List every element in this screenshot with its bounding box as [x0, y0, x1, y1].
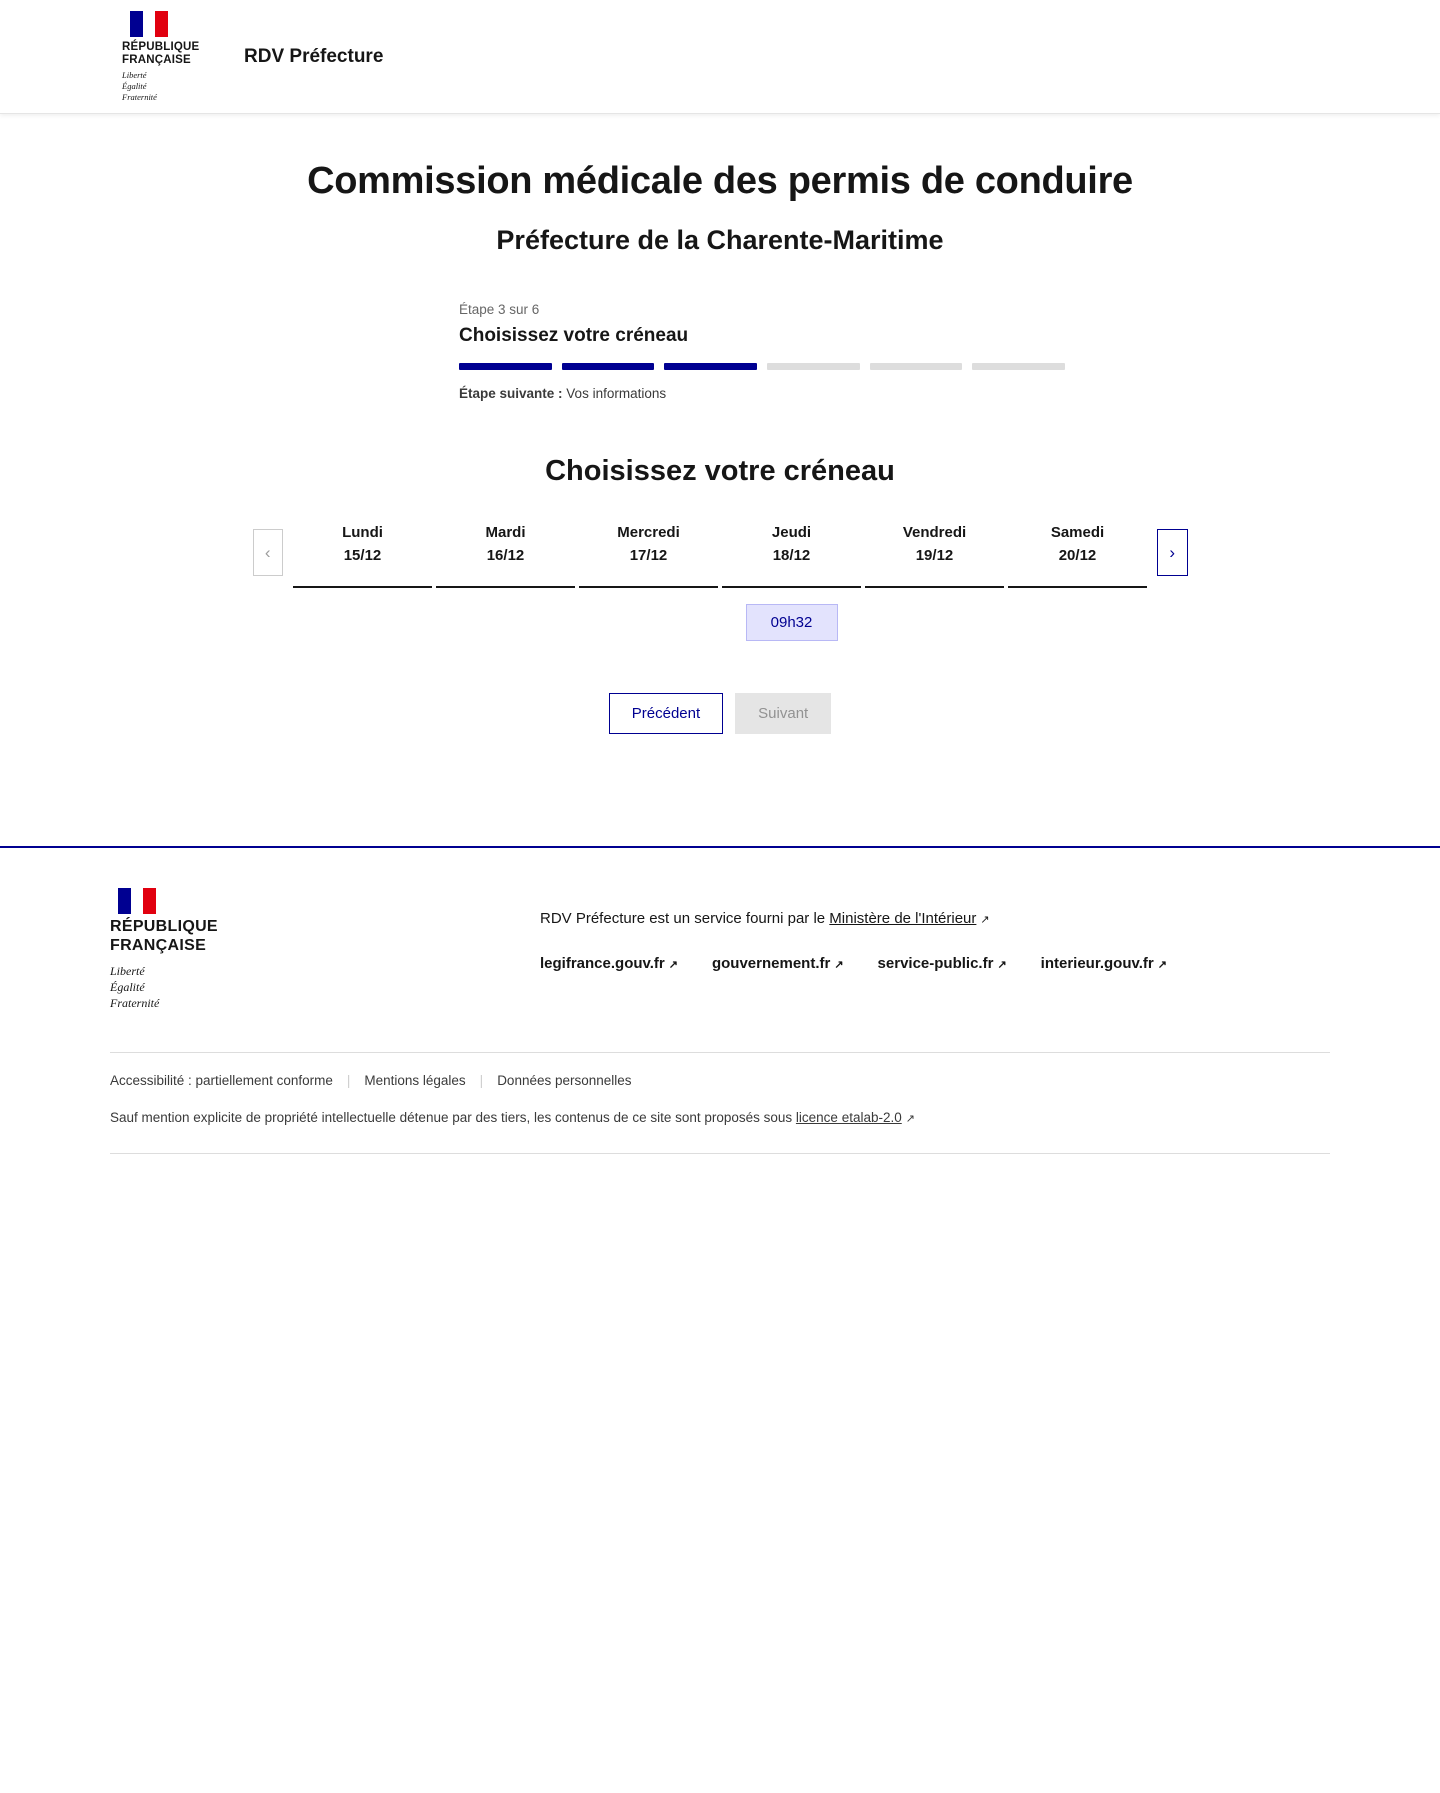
main-content — [0, 114, 1440, 734]
step-bar-1 — [459, 363, 552, 370]
slot-column-samedi — [1006, 588, 1149, 641]
site-header — [0, 0, 1440, 114]
site-footer — [0, 846, 1440, 1154]
footer-republic-label — [110, 918, 540, 955]
external-link-icon: ↗ — [668, 959, 678, 971]
footer-link-item — [878, 955, 1007, 972]
licence-prefix: Sauf mention explicite de propriété intellectuelle détenue par des tiers, les contenus de ce site sont proposés sous — [110, 1109, 796, 1125]
footer-link-item — [712, 955, 844, 972]
footer-description — [540, 888, 1330, 927]
brand-block[interactable] — [122, 11, 383, 103]
day-name: Jeudi — [771, 524, 812, 541]
footer-devise-egalite: Égalité — [110, 980, 145, 995]
footer-marianne-logo — [110, 888, 540, 1012]
external-link-icon: ↗ — [834, 959, 844, 971]
footer-licence — [110, 1110, 1330, 1125]
republic-line-2: FRANÇAISE — [122, 53, 191, 66]
external-link-icon: ↗ — [980, 914, 990, 926]
footer-description-prefix: RDV Préfecture est un service fourni par le — [540, 910, 830, 927]
day-date: 20/12 — [1058, 547, 1097, 564]
legifrance-link[interactable]: legifrance.gouv.fr — [540, 955, 665, 972]
devise-egalite: Égalité — [122, 81, 147, 92]
calendar-day-column — [577, 518, 720, 588]
external-link-icon: ↗ — [997, 959, 1007, 971]
day-name: Mercredi — [617, 524, 680, 541]
slots-row — [253, 588, 1188, 641]
legal-notice-link[interactable]: Mentions légales — [364, 1072, 466, 1088]
step-bar-4 — [767, 363, 860, 370]
slot-button[interactable]: 09h32 — [746, 604, 838, 641]
section-title: Choisissez votre créneau — [545, 455, 895, 487]
step-bar-6 — [972, 363, 1065, 370]
republic-label — [122, 41, 199, 67]
day-name: Vendredi — [902, 524, 967, 541]
interieur-link[interactable]: interieur.gouv.fr — [1040, 955, 1154, 972]
app-title[interactable]: RDV Préfecture — [244, 45, 384, 67]
footer-devise-block — [110, 963, 540, 1012]
step-next-value: Vos informations — [566, 386, 667, 401]
footer-link-item — [540, 955, 678, 972]
step-progress-bars — [459, 363, 1065, 370]
calendar-day-column — [291, 518, 434, 588]
day-date: 19/12 — [915, 547, 954, 564]
step-bar-5 — [870, 363, 963, 370]
form-actions — [0, 693, 1440, 734]
accessibility-link[interactable]: Accessibilité : partiellement conforme — [110, 1072, 333, 1088]
footer-top — [110, 888, 1330, 1012]
next-button[interactable]: Suivant — [735, 693, 831, 734]
ministry-link[interactable]: Ministère de l'Intérieur — [829, 910, 977, 927]
day-name: Mardi — [485, 524, 526, 541]
marianne-logo — [122, 11, 214, 103]
step-bar-2 — [562, 363, 655, 370]
meta-separator: | — [346, 1072, 351, 1088]
day-date: 16/12 — [486, 547, 525, 564]
footer-republic-line-1: RÉPUBLIQUE — [110, 918, 218, 935]
stepper — [375, 302, 1065, 401]
day-name: Lundi — [342, 524, 383, 541]
gouvernement-link[interactable]: gouvernement.fr — [711, 955, 831, 972]
footer-links — [540, 955, 1330, 972]
calendar-days — [291, 518, 1149, 588]
step-title: Choisissez votre créneau — [459, 325, 689, 346]
page-title: Commission médicale des permis de conduire — [307, 160, 1133, 202]
calendar-day-column — [1006, 518, 1149, 588]
footer-devise-fraternite: Fraternité — [110, 996, 160, 1011]
slot-column-vendredi — [863, 588, 1006, 641]
external-link-icon: ↗ — [1157, 959, 1167, 971]
slot-column-mardi — [434, 588, 577, 641]
devise-block — [122, 70, 157, 102]
slot-calendar — [253, 518, 1188, 588]
service-public-link[interactable]: service-public.fr — [877, 955, 994, 972]
external-link-icon: ↗ — [905, 1112, 915, 1125]
footer-devise-liberte: Liberté — [110, 964, 145, 979]
step-bar-3 — [664, 363, 757, 370]
next-week-button[interactable]: › — [1157, 529, 1188, 576]
footer-bottom-rule — [110, 1153, 1330, 1154]
meta-separator: | — [479, 1072, 484, 1088]
day-date: 15/12 — [343, 547, 382, 564]
personal-data-link[interactable]: Données personnelles — [497, 1072, 632, 1088]
step-next — [459, 386, 1065, 401]
french-flag-icon — [130, 11, 168, 37]
step-next-label: Étape suivante : — [459, 386, 563, 401]
day-date: 18/12 — [772, 547, 811, 564]
slot-column-jeudi — [720, 588, 863, 641]
devise-fraternite: Fraternité — [122, 91, 157, 102]
day-date: 17/12 — [629, 547, 668, 564]
calendar-day-column — [720, 518, 863, 588]
slot-column-lundi — [291, 588, 434, 641]
calendar-day-column — [863, 518, 1006, 588]
footer-republic-line-2: FRANÇAISE — [110, 936, 207, 954]
calendar-day-column — [434, 518, 577, 588]
devise-liberte: Liberté — [122, 70, 147, 81]
footer-meta-links — [110, 1073, 1330, 1088]
slot-column-mercredi — [577, 588, 720, 641]
page-subtitle: Préfecture de la Charente-Maritime — [496, 225, 944, 255]
footer-bottom — [110, 1052, 1330, 1153]
republic-line-1: RÉPUBLIQUE — [122, 40, 200, 53]
step-count: Étape 3 sur 6 — [459, 302, 540, 317]
day-name: Samedi — [1050, 524, 1105, 541]
licence-link[interactable]: licence etalab-2.0 — [795, 1109, 902, 1125]
footer-link-item — [1041, 955, 1167, 972]
previous-button[interactable]: Précédent — [609, 693, 723, 734]
previous-week-button[interactable]: ‹ — [253, 529, 284, 576]
french-flag-icon — [118, 888, 156, 914]
